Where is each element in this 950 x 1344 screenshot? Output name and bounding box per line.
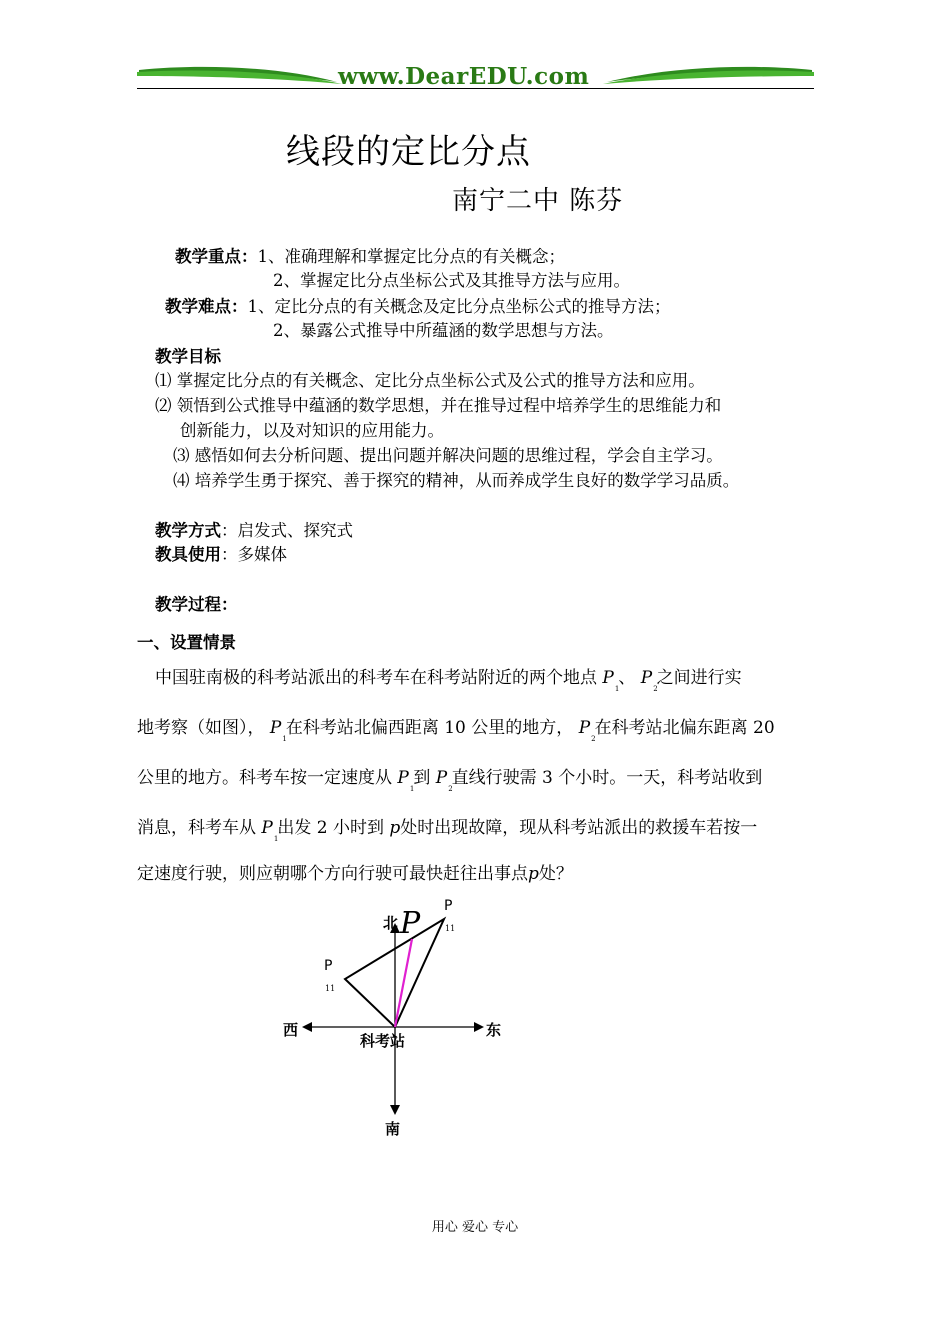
p2-symbol: $P_2$	[435, 768, 453, 794]
difficulties-row-1	[165, 296, 671, 318]
p-left-label: P	[324, 958, 333, 974]
paragraph-line-4: 消息，科考车从 $P_1$出发 2 小时到 p处时出现故障，现从科考站派出的救援车若按一	[137, 818, 758, 844]
header-rule	[137, 88, 814, 89]
west-label: 西	[283, 1021, 299, 1039]
p-top-label: P	[444, 898, 453, 914]
paragraph-line-3: 公里的地方。科考车按一定速度从 $P_1$到 $P_2$直线行驶需 3 个小时。一天，科考站收到	[137, 768, 763, 794]
teaching-tools-value: 多媒体	[237, 545, 287, 564]
difficulties-label: 教学难点：	[165, 297, 248, 316]
site-logo-text: www.DearEDU.com	[338, 63, 590, 90]
paragraph-line-1: 中国驻南极的科考站派出的科考车在科考站附近的两个地点 $P_1$、 $P_2$之间进行实	[155, 668, 742, 694]
south-label: 南	[385, 1120, 401, 1138]
teaching-tools: 教具使用：多媒体	[155, 545, 287, 564]
objective-item: ⑵ 领悟到公式推导中蕴涵的数学思想，并在推导过程中培养学生的思维能力和	[155, 396, 722, 415]
p1-symbol: $P_1$	[269, 718, 287, 744]
p1-symbol: $P_1$	[602, 668, 620, 694]
process-label: 教学过程：	[155, 595, 238, 614]
objective-item-continued: 创新能力，以及对知识的应用能力。	[180, 421, 444, 440]
page-title: 线段的定比分点	[286, 132, 531, 172]
key-points-label: 教学重点：	[175, 247, 258, 266]
objective-item: ⑴ 掌握定比分点的有关概念、定比分点坐标公式及公式的推导方法和应用。	[155, 371, 705, 390]
p1-symbol: $P_1$	[397, 768, 415, 794]
teaching-tools-label: 教具使用	[155, 545, 221, 564]
objective-item: ⑷ 培养学生勇于探究、善于探究的精神，从而养成学生良好的数学学习品质。	[173, 471, 740, 490]
p1-symbol: $P_1$	[261, 818, 279, 844]
key-points-row-1	[175, 246, 565, 268]
big-p-label: P	[400, 906, 421, 941]
p2-symbol: $P_2$	[640, 668, 658, 694]
p-left-sub: 11	[325, 984, 336, 993]
footer-slogan: 用心 爱心 专心	[431, 1220, 519, 1235]
author: 南宁二中 陈芬	[452, 186, 624, 216]
p-symbol: p	[528, 864, 539, 884]
section-heading: 一、设置情景	[137, 633, 236, 652]
east-label: 东	[486, 1021, 502, 1039]
difficulty-item: 2、暴露公式推导中所蕴涵的数学思想与方法。	[273, 321, 614, 340]
teaching-method: 教学方式：启发式、探究式	[155, 521, 353, 540]
paragraph-line-5: 定速度行驶，则应朝哪个方向行驶可最快赶往出事点p处？	[137, 864, 573, 884]
paragraph-line-2: 地考察（如图）， $P_1$在科考站北偏西距离 10 公里的地方， $P_2$在科考站北偏东距离 20	[137, 718, 775, 744]
p2-symbol: $P_2$	[578, 718, 596, 744]
p-top-sub: 11	[445, 924, 456, 933]
teaching-method-label: 教学方式	[155, 521, 221, 540]
north-label: 北	[383, 914, 399, 932]
objectives-label: 教学目标	[155, 347, 221, 366]
p-symbol: p	[389, 818, 401, 838]
key-point-item: 2、掌握定比分点坐标公式及其推导方法与应用。	[273, 271, 630, 290]
rescue-direction-line	[395, 939, 412, 1027]
objective-item: ⑶ 感悟如何去分析问题、提出问题并解决问题的思维过程，学会自主学习。	[173, 446, 723, 465]
station-label: 科考站	[360, 1032, 406, 1050]
teaching-method-value: 启发式、探究式	[237, 521, 353, 540]
key-point-item: 1、准确理解和掌握定比分点的有关概念；	[257, 247, 565, 266]
difficulty-item: 1、定比分点的有关概念及定比分点坐标公式的推导方法；	[247, 297, 671, 316]
